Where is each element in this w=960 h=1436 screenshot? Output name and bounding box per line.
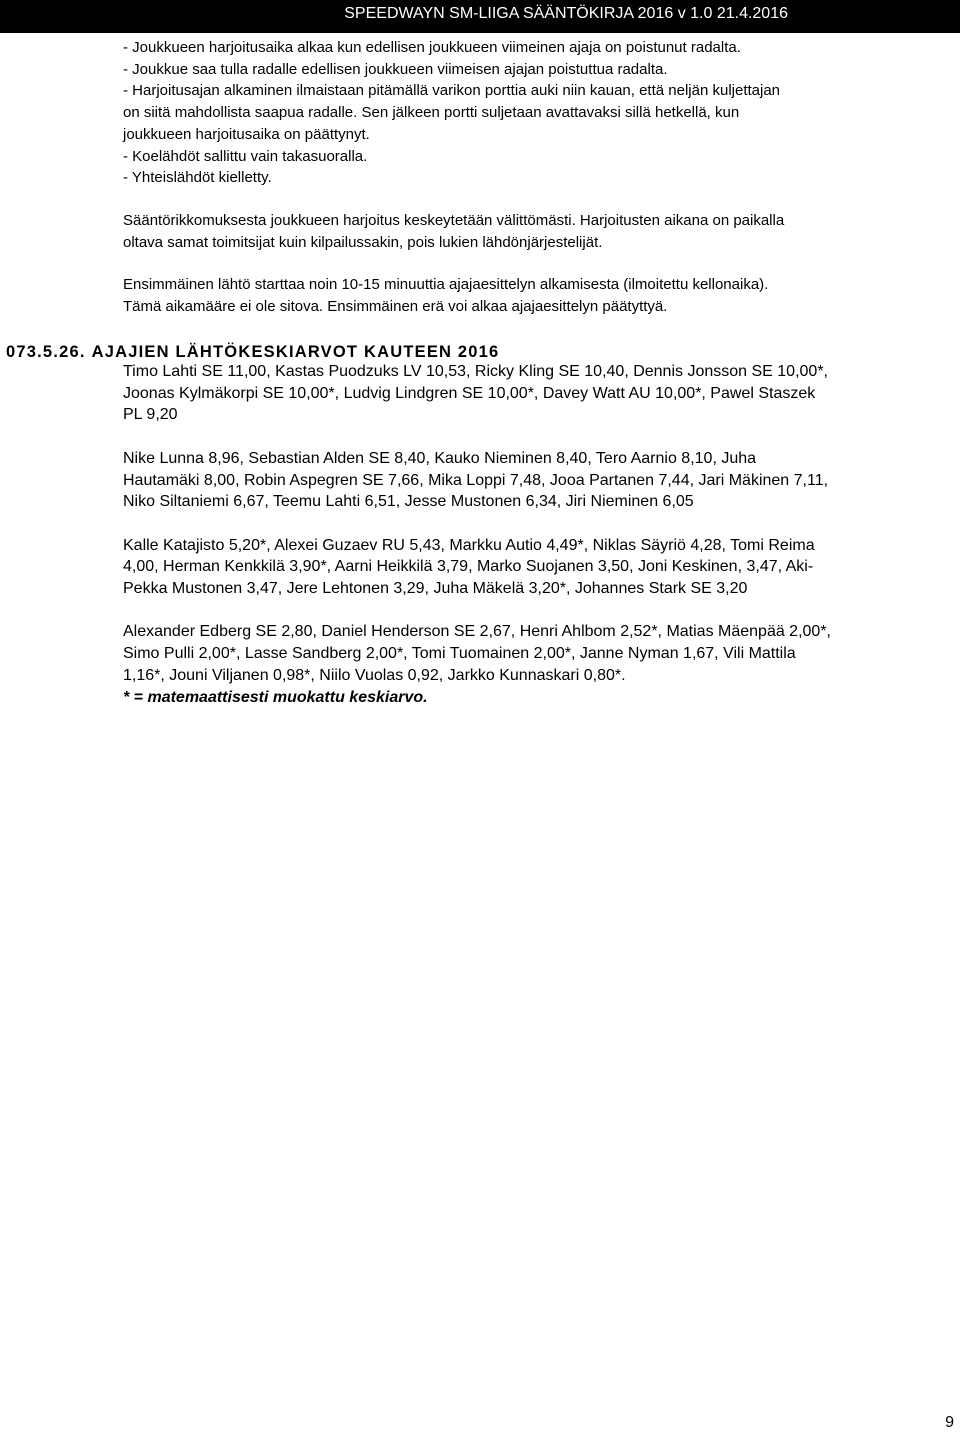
averages-line: PL 9,20 (123, 406, 178, 424)
averages-line: Hautamäki 8,00, Robin Aspegren SE 7,66, Mika Loppi 7,48, Jooa Partanen 7,44, Jari Mäkinen 7,11, (123, 471, 829, 489)
rule-line: - Joukkue saa tulla radalle edellisen joukkueen viimeisen ajajan poistuttua radalta. (123, 60, 668, 78)
rules-content (123, 37, 953, 318)
rule-line: - Harjoitusajan alkaminen ilmaistaan pitämällä varikon porttia auki niin kauan, että neljän kuljettajan (123, 82, 781, 100)
section-number: 073.5.26. (6, 343, 86, 361)
averages-line: Niko Siltaniemi 6,67, Teemu Lahti 6,51, Jesse Mustonen 6,34, Jiri Nieminen 6,05 (123, 493, 694, 511)
averages-line: Pekka Mustonen 3,47, Jere Lehtonen 3,29, Juha Mäkelä 3,20*, Johannes Stark SE 3,20 (123, 580, 748, 597)
violation-line: oltava samat toimitsijat kuin kilpailussakin, pois lukien lähdönjärjestelijät. (123, 233, 603, 251)
averages-line: Joonas Kylmäkorpi SE 10,00*, Ludvig Lindgren SE 10,00*, Davey Watt AU 10,00*, Pawel Staszek (123, 384, 816, 402)
averages-line: 4,00, Herman Kenkkilä 3,90*, Aarni Heikkilä 3,79, Marko Suojanen 3,50, Joni Keskinen, 3,47, Aki- (123, 558, 814, 576)
rider-averages (123, 361, 958, 708)
averages-line: 1,16*, Jouni Viljanen 0,98*, Niilo Vuolas 0,92, Jarkko Kunnaskari 0,80*. (123, 666, 626, 684)
paragraph-gap (123, 600, 958, 622)
section-title: AJAJIEN LÄHTÖKESKIARVOT KAUTEEN 2016 (91, 343, 500, 361)
rule-line: - Joukkueen harjoitusaika alkaa kun edellisen joukkueen viimeinen ajaja on poistunut radalta. (123, 39, 741, 56)
section-heading (6, 342, 499, 362)
paragraph-gap (123, 513, 958, 535)
rule-line: - Yhteislähdöt kielletty. (123, 169, 272, 187)
first-heat-line: Ensimmäinen lähtö starttaa noin 10-15 minuuttia ajajaesittelyn alkamisesta (ilmoitettu kellonaika). (123, 276, 769, 294)
header-title: SPEEDWAYN SM-LIIGA SÄÄNTÖKIRJA 2016 v 1.0 21.4.2016 (344, 5, 788, 22)
averages-line: Kalle Katajisto 5,20*, Alexei Guzaev RU 5,43, Markku Autio 4,49*, Niklas Säyriö 4,28, Tomi Reima (123, 536, 815, 554)
averages-line: Simo Pulli 2,00*, Lasse Sandberg 2,00*, Tomi Tuomainen 2,00*, Janne Nyman 1,67, Vili Mattila (123, 645, 796, 663)
paragraph-gap (123, 189, 953, 210)
first-heat-line: Tämä aikamääre ei ole sitova. Ensimmäinen erä voi alkaa ajajaesittelyn päätyttyä. (123, 298, 668, 316)
rule-line: joukkueen harjoitusaika on päättynyt. (123, 125, 370, 143)
averages-line: Alexander Edberg SE 2,80, Daniel Henderson SE 2,67, Henri Ahlbom 2,52*, Matias Mäenpää 2,00*, (123, 623, 831, 641)
paragraph-gap (123, 426, 958, 448)
page-number: 9 (945, 1414, 954, 1431)
practice-rules (123, 37, 953, 318)
rule-line: - Koelähdöt sallittu vain takasuoralla. (123, 147, 368, 165)
averages-line: Nike Lunna 8,96, Sebastian Alden SE 8,40, Kauko Nieminen 8,40, Tero Aarnio 8,10, Juha (123, 449, 757, 467)
paragraph-gap (123, 253, 953, 274)
footnote: * = matemaattisesti muokattu keskiarvo. (123, 688, 428, 706)
averages-line: Timo Lahti SE 11,00, Kastas Puodzuks LV 10,53, Ricky Kling SE 10,40, Dennis Jonsson SE 10,00*, (123, 363, 828, 380)
rule-line: on siitä mahdollista saapua radalle. Sen jälkeen portti suljetaan avattavaksi sillä hetkellä, kun (123, 104, 740, 122)
header-bar (0, 0, 960, 33)
violation-line: Sääntörikkomuksesta joukkueen harjoitus keskeytetään välittömästi. Harjoitusten aikana on paikalla (123, 211, 785, 229)
